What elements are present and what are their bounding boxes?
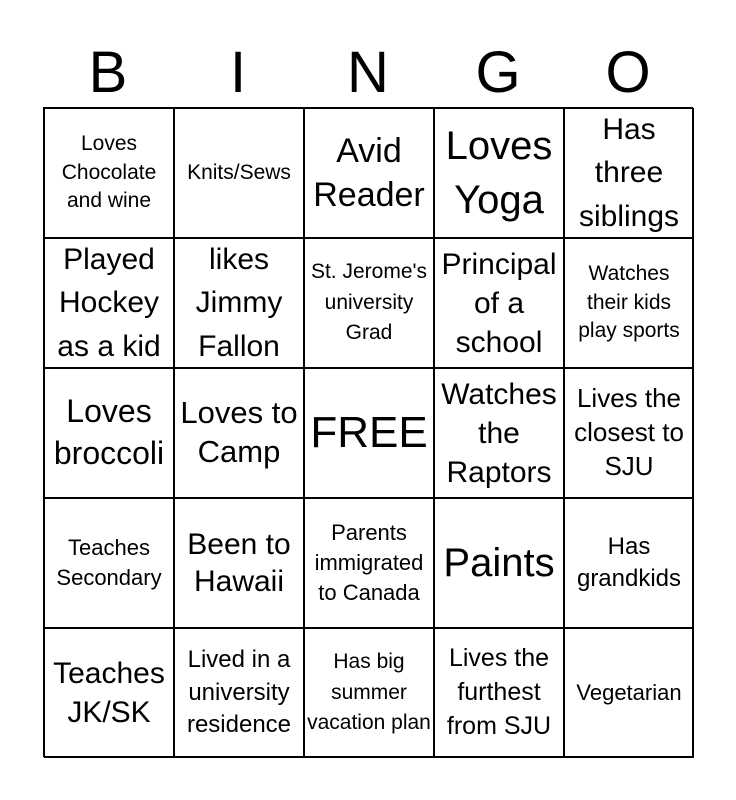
bingo-cell[interactable]: Played Hockey as a kid [44,238,174,368]
bingo-cell[interactable]: Lives the furthest from SJU [434,628,564,758]
bingo-cell[interactable]: Parents immigrated to Canada [304,498,434,628]
header-letter-b: B [88,40,128,105]
bingo-header [43,40,693,106]
header-letter-i: I [229,40,247,105]
bingo-cell[interactable]: Loves Yoga [434,108,564,238]
bingo-cell[interactable]: St. Jerome's university Grad [304,238,434,368]
bingo-cell[interactable]: Loves Chocolate and wine [44,108,174,238]
bingo-card-grid [43,107,693,757]
bingo-cell[interactable]: Watches the Raptors [434,368,564,498]
bingo-cell[interactable]: Has three siblings [564,108,694,238]
bingo-cell[interactable]: Teaches JK/SK [44,628,174,758]
bingo-cell[interactable]: Lived in a university residence [174,628,304,758]
header-letter-o: O [605,40,651,105]
bingo-cell[interactable]: Vegetarian [564,628,694,758]
bingo-cell[interactable]: Principal of a school [434,238,564,368]
bingo-cell[interactable]: Lives the closest to SJU [564,368,694,498]
bingo-cell[interactable]: Avid Reader [304,108,434,238]
bingo-cell[interactable]: Been to Hawaii [174,498,304,628]
bingo-cell[interactable]: likes Jimmy Fallon [174,238,304,368]
bingo-cell[interactable]: Has big summer vacation plan [304,628,434,758]
header-letter-n: N [347,40,389,105]
bingo-cell[interactable]: Watches their kids play sports [564,238,694,368]
bingo-cell[interactable]: Has grandkids [564,498,694,628]
header-letter-g: G [475,40,521,105]
bingo-cell[interactable]: Teaches Secondary [44,498,174,628]
bingo-cell[interactable]: Paints [434,498,564,628]
bingo-cell[interactable]: Loves broccoli [44,368,174,498]
bingo-cell[interactable]: Knits/Sews [174,108,304,238]
bingo-cell[interactable]: Loves to Camp [174,368,304,498]
free-space[interactable]: FREE [304,368,434,498]
